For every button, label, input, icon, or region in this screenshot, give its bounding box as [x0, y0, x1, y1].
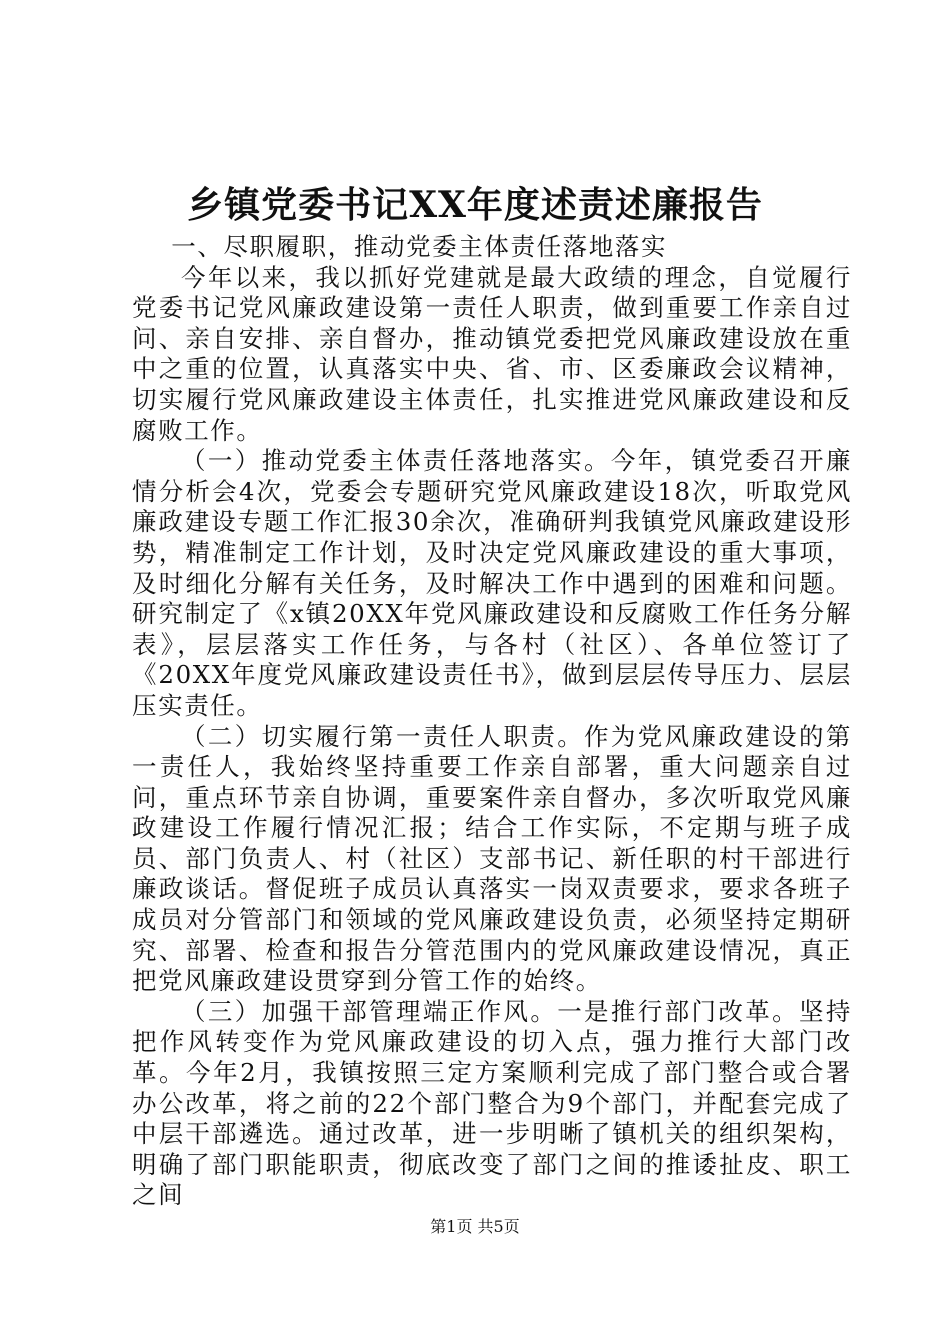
- body-paragraph: （一）推动党委主体责任落地落实。今年，镇党委召开廉情分析会4次，党委会专题研究党风廉政建设18次，听取党风廉政建设专题工作汇报30余次，准确研判我镇党风廉政建设形势，精准制定工作计划，及时决定党风廉政建设的重大事项，及时细化分解有关任务，及时解决工作中遇到的困难和问题。研究制定了《x镇20XX年党风廉政建设和反腐败工作任务分解表》，层层落实工作任务，与各村（社区）、各单位签订了《20XX年度党风廉政建设责任书》，做到层层传导压力、层层压实责任。: [132, 446, 852, 720]
- document-body: [132, 232, 852, 1211]
- body-paragraph: 今年以来，我以抓好党建就是最大政绩的理念，自觉履行党委书记党风廉政建设第一责任人职责，做到重要工作亲自过问、亲自安排、亲自督办，推动镇党委把党风廉政建设放在重中之重的位置，认真落实中央、省、市、区委廉政会议精神，切实履行党风廉政建设主体责任，扎实推进党风廉政建设和反腐败工作。: [132, 262, 852, 445]
- section-heading: 一、尽职履职，推动党委主体责任落地落实: [171, 232, 668, 261]
- page-number-footer: 第1页 共5页: [430, 1217, 520, 1236]
- document-title: 乡镇党委书记XX年度述责述廉报告: [187, 184, 763, 226]
- body-paragraph: （二）切实履行第一责任人职责。作为党风廉政建设的第一责任人，我始终坚持重要工作亲自部署，重大问题亲自过问，重点环节亲自协调，重要案件亲自督办，多次听取党风廉政建设工作履行情况汇报；结合工作实际，不定期与班子成员、部门负责人、村（社区）支部书记、新任职的村干部进行廉政谈话。督促班子成员认真落实一岗双责要求，要求各班子成员对分管部门和领域的党风廉政建设负责，必须坚持定期研究、部署、检查和报告分管范围内的党风廉政建设情况，真正把党风廉政建设贯穿到分管工作的始终。: [132, 721, 852, 996]
- body-paragraph: （三）加强干部管理端正作风。一是推行部门改革。坚持把作风转变作为党风廉政建设的切入点，强力推行大部门改革。今年2月，我镇按照三定方案顺利完成了部门整合或合署办公改革，将之前的22个部门整合为9个部门，并配套完成了中层干部遴选。通过改革，进一步明晰了镇机关的组织架构，明确了部门职能职责，彻底改变了部门之间的推诿扯皮、职工之间: [132, 996, 852, 1210]
